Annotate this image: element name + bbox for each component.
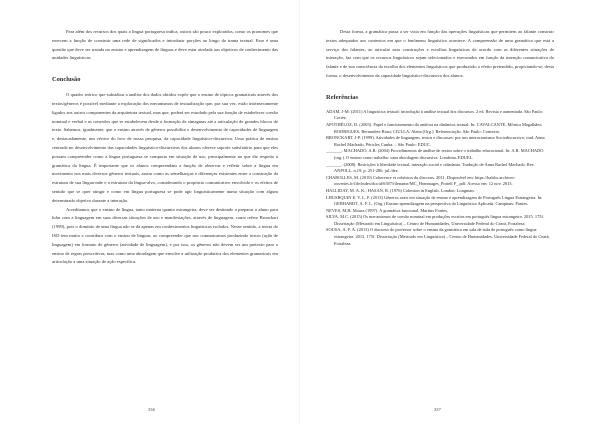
reference-entry: HALLIDAY, M. A. K.; HASAN, R. (1976) Cohesion in English. London: Longman. <box>326 187 475 193</box>
reference-entry: _______; MACHADO, A.R. (2004) Procedimentos de análise de textos sobre o trabalho educacional. In: A.R. MACHADO (org.). O ensino como trabalho: uma abordagem discursiva. Londrina, EDUEL. <box>326 148 544 160</box>
reference-entry: NEVES, M.H. Moura (1997). A gramática funcional. Martins Fontes. <box>326 207 448 213</box>
page-number: 337 <box>434 407 441 412</box>
intro-paragraph: Desta forma, a gramática passa a ser vista em função das operações linguísticas que permitem ao falante construir textos adequados aos contextos em que o fenômeno linguístico acontece. A compreensão de uma gramática que está a serviço dos falantes, ao articular suas construções e escolhas linguísticas de acordo com as diferentes situações de interação, faz com que os recursos linguísticos sejam selecionados e executados em função da intenção comunicativa do falante e de sua consciência da escolha dos elementos linguísticos que produzirão o efeito pretendido, propiciando-se, desta forma, o desenvolvimento da capacidade linguístico-discursiva dos alunos. <box>326 29 554 78</box>
reference-entry: BRONCKART, J-P. (1999). Atividades de linguagem, textos e discursos: por um interacionismo Sociodiscursivo; trad. Anna Rachel Machado, Péricles Cunha. – São Paulo: EDUC. <box>326 135 545 147</box>
reference-entry: SOUSA, A. F. A. (2013) O discurso do professor sobre o ensino da gramática em sala de aula de português como língua estrangeira. 2013. 175f. Dissertação (Mestrado em Linguística) – Centro de Humanidades, Universidade Federal do Ceará, Fortaleza. <box>326 227 550 246</box>
references-heading: Referências <box>326 93 358 101</box>
page-number: 336 <box>148 407 155 412</box>
conclusion-heading: Conclusão <box>52 76 81 84</box>
reference-entry: _______. (2008). Restrições à liberdade textual, interação social e cidadania. Tradução de Anna Rachel Machado. Rev. ANPOLL, n.19, p. 251-286, jul./dez. <box>326 161 535 174</box>
intro-paragraph: Para além dos recursos dos quais a língua portuguesa indica, outros são pouco explorados, como os pronomes que exercem a função de construir uma rede de significados e introduzir porções ao longo da trama textual. Esse é uma questão que deve ser tratada no ensino e aprendizagem de línguas e deve estar atrelada aos objetivos de conhecimento das unidades linguísticas. <box>52 29 278 61</box>
reference-entry: SILVA, M.C. (2015) Os mecanismos de coesão nominal em produções escritas em português língua estrangeira. 2015. 175f. Dissertação (Mestrado em Linguística) – Centro de Humanidades, Universidade Federal do Ceará, Fortaleza. <box>326 214 545 226</box>
references-list <box>326 109 554 247</box>
reference-entry: LHUSBQUIN E. V. L. F. (2013) Gêneros orais em situação de ensino e aprendizagem de Português Língua Estrangeira. In: GERHARDT, A. F. L. (Org.) Ensino-aprendizagem na perspectiva da Linguística Aplicada. Campinas: Pontes. <box>326 194 543 207</box>
right-page <box>300 0 600 424</box>
conclusion-paragraph: O quadro teórico que subsidiou a análise dos dados obtidos expõe que o ensino de tópicos gramaticais através dos textos/gêneros é possível mediante a exploração dos mecanismos de textualização que, por sua vez, estão intrinsecamente ligados aos outros componentes da arquitetura textual, mas que, poderá ser estudado pela sua função de estabelecer coesão nominal e verbal e as conexões que se estabelecem desde a formação de sintagmas até a articulação de grandes blocos de texto. Sabemos, igualmente, que o ensino através de gêneros possibilita o desenvolvimento de capacidades de linguagem e, destacadamente, um vértice do foco de nossa pesquisa, da capacidade linguístico-discursiva. Uma prática de ensino centrada no desenvolvimento das capacidades linguístico-discursivas dos alunos oferece suporte satisfatório para que eles possam compreender como a língua portuguesa se comporta em situação de uso, principalmente no que diz respeito à gramática da língua. É importante que os alunos compreendam a função de observar e refletir sobre a língua em movimento nos mais diversos gêneros textuais, assim como as semelhanças e diferenças existentes entre a construção da estrutura de sua língua-mãe e a estrutura da língua-alvo, considerando o propósito comunicativo envolvido e os efeitos de sentido que se quer atingir e como em língua portuguesa se pode agir linguisticamente numa situação com algum determinado objetivo durante a interação. <box>52 92 278 203</box>
reference-entry: CHAROLLES, M. (2010) Coherence et cohésion du discours. 2011. Disponível em: https://halshs.archives-ouvertes.fr/file/index/docid/6587/filename/MC_Hommages_Portell F_.pdf. Acesso em: 12 nov. 2013. <box>326 174 516 187</box>
reference-entry: APOTHÉLOZ, D. (2003). Papel e funcionamento da anáfora na dinâmica textual. In: CAVALCANTE, Mônica Magalhães; RODRIGUES, Bernardete Biasi; CIULLA, Alena (Org.). Referenciação. São Paulo: Contexto. <box>326 121 543 134</box>
conclusion-paragraph: Acreditamos que o ensino de língua, tanto materna quanto estrangeira, deve ser destinado a preparar o aluno para lidar com a linguagem em suas diversas situações de uso e manifestações, através de linguagem, como refere Bronckart (1999), pois o domínio de uma língua não se dá apenas em conhecimentos linguísticos isolados. Nesse sentido, a teoria do ISD tem muito a contribuir com o ensino de línguas, ao compreender que nos comunicamos produzindo textos (ação de linguagem) em formato de gêneros (atividade de linguagem), e por isso, os gêneros não devem ser um pretexto para o ensino de regras prescritivas, mas como uma abordagem que envolve a utilização produtiva dos elementos gramaticais em articulação a uma situação de ação específica. <box>52 206 278 265</box>
reference-entry: ADAM, J-M. (2011) A linguística textual: introdução à análise textual dos discursos. 2 ed. Revista e aumentada. São Paulo: Cortez. <box>326 108 544 121</box>
